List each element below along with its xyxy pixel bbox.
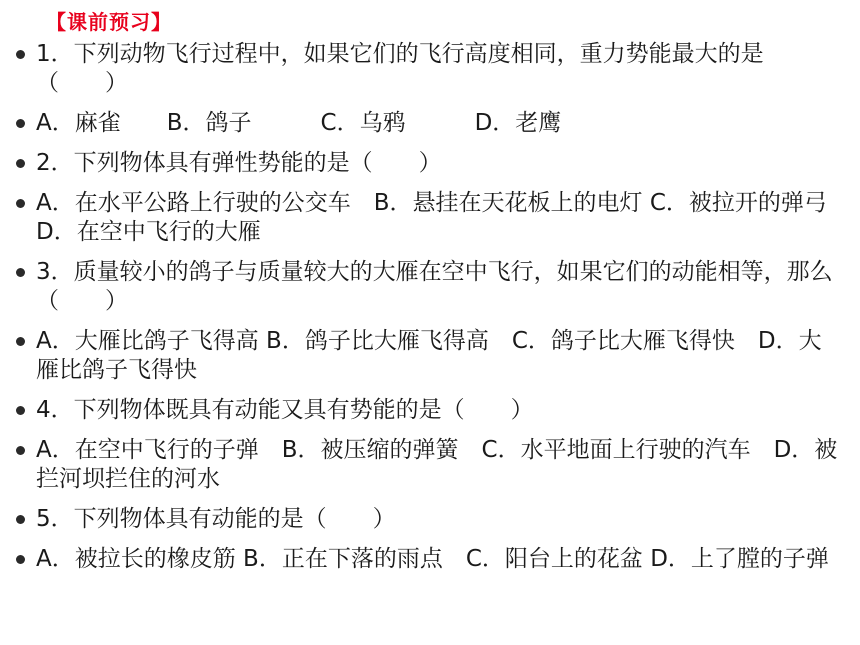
question-list: [14, 40, 844, 585]
bullet-icon: [16, 119, 25, 128]
bullet-icon: [16, 199, 25, 208]
item-text: A．在空中飞行的子弹 B．被压缩的弹簧 C．水平地面上行驶的汽车 D．被拦河坝拦住的河水: [36, 437, 838, 492]
item-text: 1．下列动物飞行过程中，如果它们的飞行高度相同，重力势能最大的是（ ）: [36, 41, 764, 96]
item-text: A．麻雀 B．鸽子 C．乌鸦 D．老鹰: [36, 110, 562, 136]
question-1: [14, 40, 844, 98]
bullet-icon: [16, 159, 25, 168]
question-2: [14, 149, 844, 178]
section-heading: 【课前预习】: [46, 10, 172, 34]
question-3-options: [14, 327, 844, 385]
item-text: 4．下列物体既具有动能又具有势能的是（ ）: [36, 397, 534, 423]
question-4-options: [14, 436, 844, 494]
question-1-options: [14, 109, 844, 138]
item-text: A．在水平公路上行驶的公交车 B．悬挂在天花板上的电灯 C．被拉开的弹弓 D．在空中飞行的大雁: [36, 190, 827, 245]
bullet-icon: [16, 337, 25, 346]
bullet-icon: [16, 515, 25, 524]
bullet-icon: [16, 268, 25, 277]
bullet-icon: [16, 50, 25, 59]
bullet-icon: [16, 555, 25, 564]
question-2-options: [14, 189, 844, 247]
item-text: 3．质量较小的鸽子与质量较大的大雁在空中飞行，如果它们的动能相等，那么（ ）: [36, 259, 833, 314]
item-text: A．大雁比鸽子飞得高 B．鸽子比大雁飞得高 C．鸽子比大雁飞得快 D．大雁比鸽子飞得快: [36, 328, 822, 383]
question-4: [14, 396, 844, 425]
item-text: A．被拉长的橡皮筋 B．正在下落的雨点 C．阳台上的花盆 D．上了膛的子弹: [36, 546, 829, 572]
item-text: 2．下列物体具有弹性势能的是（ ）: [36, 150, 442, 176]
question-3: [14, 258, 844, 316]
question-5: [14, 505, 844, 534]
bullet-icon: [16, 446, 25, 455]
bullet-icon: [16, 406, 25, 415]
item-text: 5．下列物体具有动能的是（ ）: [36, 506, 396, 532]
question-5-options: [14, 545, 844, 574]
